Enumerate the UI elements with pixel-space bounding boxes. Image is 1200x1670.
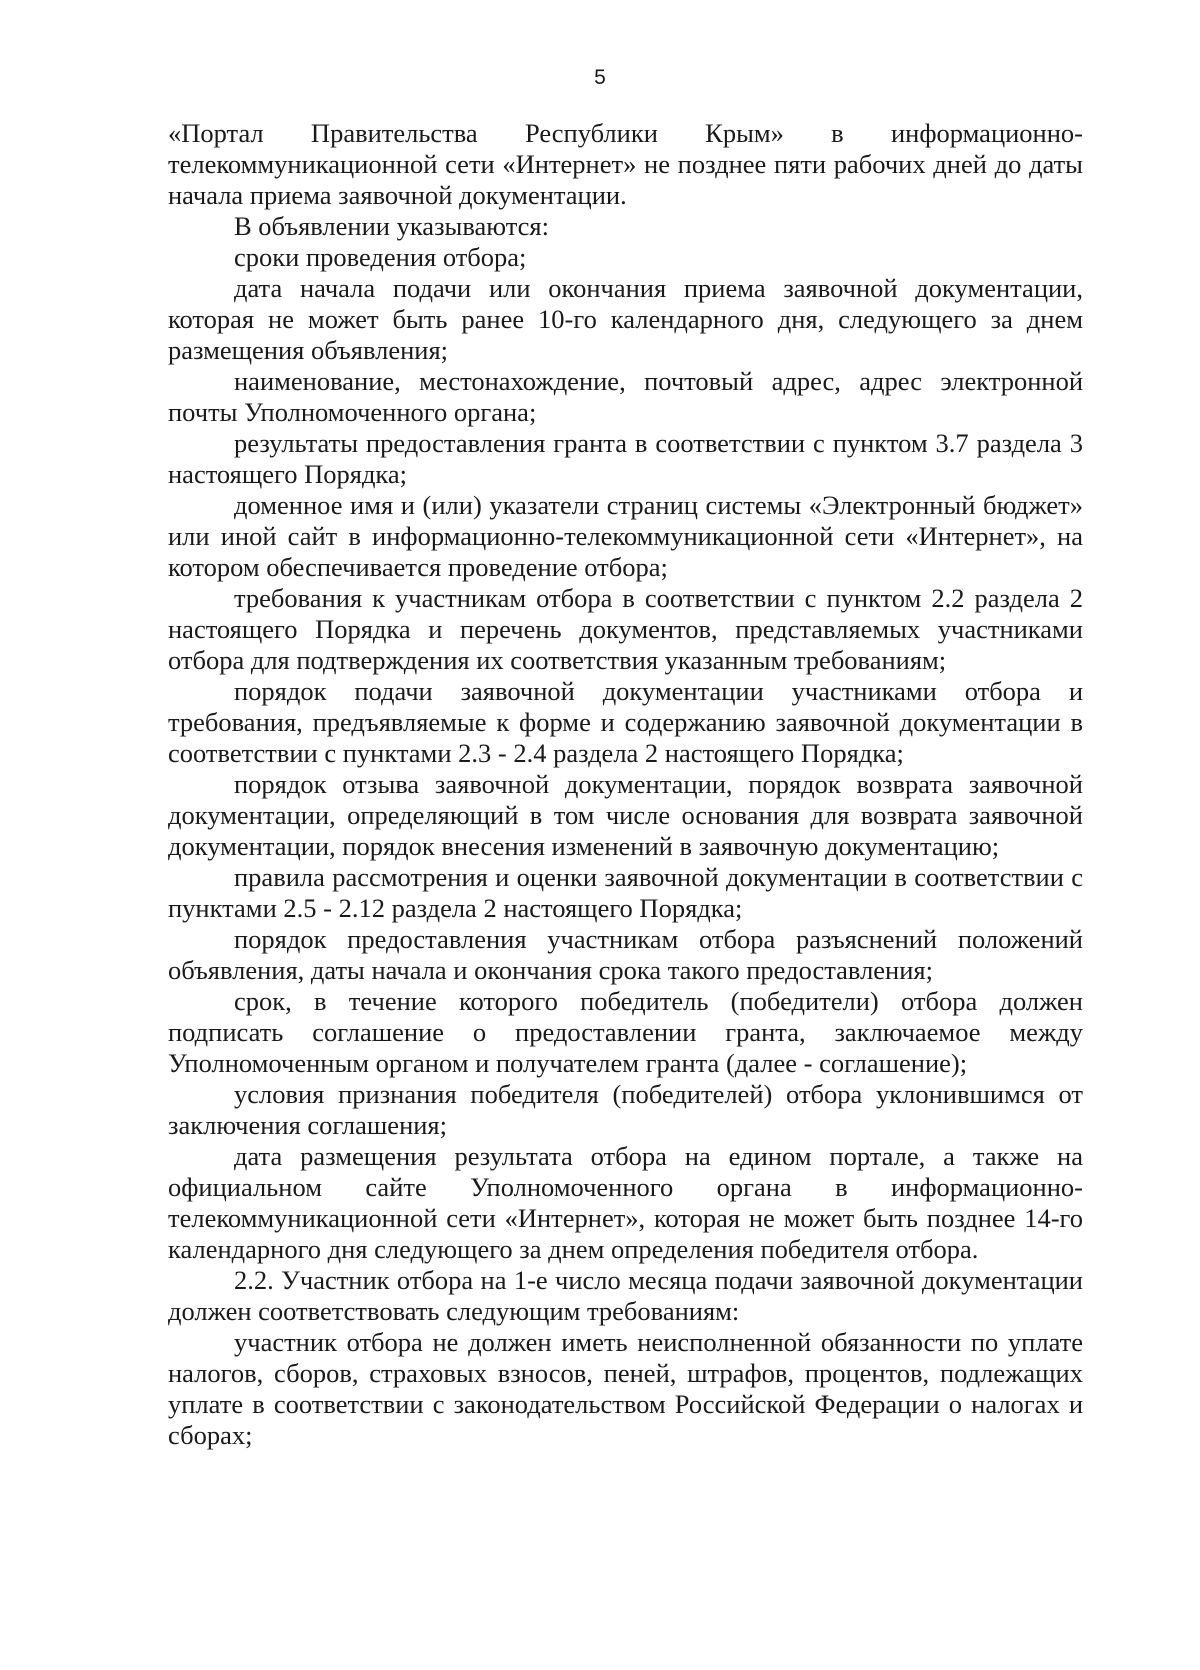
- paragraph-portal-continuation: «Портал Правительства Республики Крым» в информационно-телекоммуникационной сети «Интернет» не позднее пяти рабочих дней до даты начала приема заявочной документации.: [168, 118, 1083, 210]
- paragraph-submission-procedure: порядок подачи заявочной документации участниками отбора и требования, предъявляемые к форме и содержанию заявочной документации в соответствии с пунктами 2.3 - 2.4 раздела 2 настоящего Порядка;: [168, 676, 1083, 768]
- paragraph-clarifications: порядок предоставления участникам отбора разъяснений положений объявления, даты начала и окончания срока такого предоставления;: [168, 924, 1083, 985]
- paragraph-evasion-conditions: условия признания победителя (победителей) отбора уклонившимся от заключения соглашения;: [168, 1079, 1083, 1140]
- paragraph-section-2-2: 2.2. Участник отбора на 1-е число месяца подачи заявочной документации должен соответствовать следующим требованиям:: [168, 1265, 1083, 1326]
- paragraph-participant-requirements: требования к участникам отбора в соответствии с пунктом 2.2 раздела 2 настоящего Порядка и перечень документов, представляемых участниками отбора для подтверждения их соответствия указанным требованиям;: [168, 583, 1083, 675]
- document-body: [168, 118, 1083, 1451]
- paragraph-submission-dates: дата начала подачи или окончания приема заявочной документации, которая не может быть ранее 10-го календарного дня, следующего за днем размещения объявления;: [168, 273, 1083, 365]
- paragraph-announcement-intro: В объявлении указываются:: [234, 211, 549, 241]
- paragraph-withdrawal-procedure: порядок отзыва заявочной документации, порядок возврата заявочной документации, определяющий в том числе основания для возврата заявочной документации, порядок внесения изменений в заявочную документацию;: [168, 769, 1083, 861]
- paragraph-authority-contacts: наименование, местонахождение, почтовый адрес, адрес электронной почты Уполномоченного органа;: [168, 366, 1083, 427]
- page-number: 5: [594, 66, 606, 89]
- paragraph-results-publication: дата размещения результата отбора на едином портале, а также на официальном сайте Уполномоченного органа в информационно-телекоммуникационной сети «Интернет», которая не может быть позднее 14-го календарного дня следующего за днем определения победителя отбора.: [168, 1141, 1083, 1264]
- paragraph-selection-terms: сроки проведения отбора;: [234, 242, 527, 272]
- paragraph-grant-results: результаты предоставления гранта в соответствии с пунктом 3.7 раздела 3 настоящего Порядка;: [168, 428, 1083, 489]
- paragraph-domain-name: доменное имя и (или) указатели страниц системы «Электронный бюджет» или иной сайт в информационно-телекоммуникационной сети «Интернет», на котором обеспечивается проведение отбора;: [168, 490, 1083, 582]
- paragraph-evaluation-rules: правила рассмотрения и оценки заявочной документации в соответствии с пунктами 2.5 - 2.12 раздела 2 настоящего Порядка;: [168, 862, 1083, 923]
- paragraph-agreement-term: срок, в течение которого победитель (победители) отбора должен подписать соглашение о предоставлении гранта, заключаемое между Уполномоченным органом и получателем гранта (далее - соглашение);: [168, 986, 1083, 1078]
- paragraph-tax-obligations: участник отбора не должен иметь неисполненной обязанности по уплате налогов, сборов, страховых взносов, пеней, штрафов, процентов, подлежащих уплате в соответствии с законодательством Российской Федерации о налогах и сборах;: [168, 1327, 1083, 1450]
